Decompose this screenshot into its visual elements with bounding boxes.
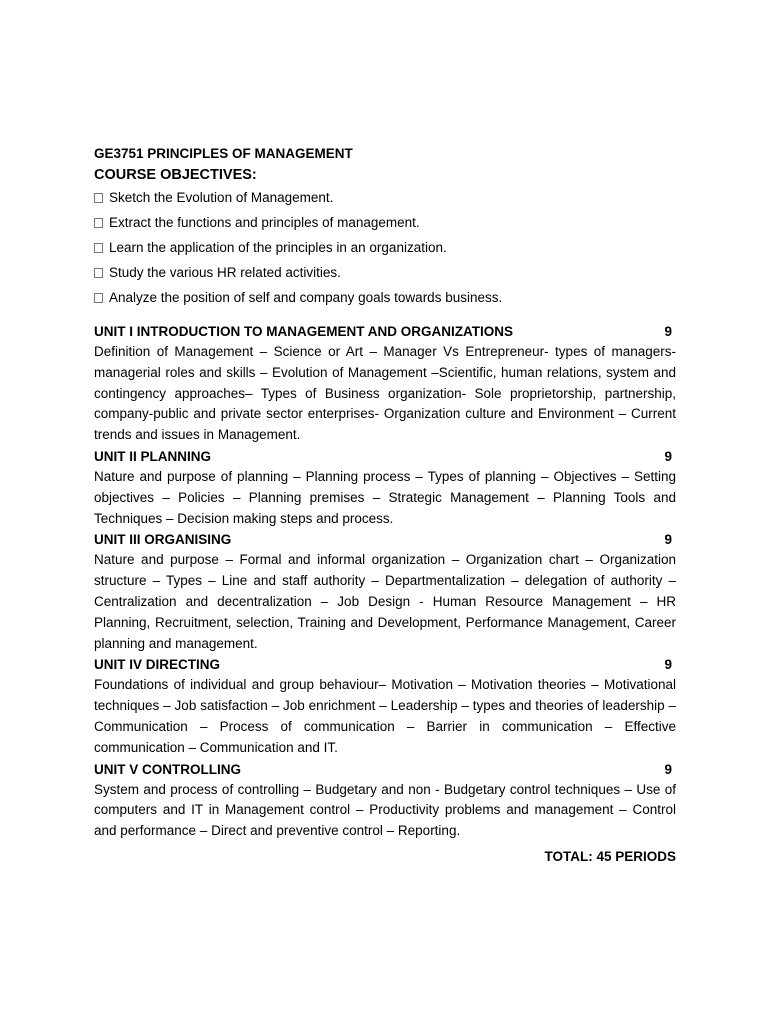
total-periods: TOTAL: 45 PERIODS bbox=[544, 848, 676, 864]
unit-header bbox=[94, 654, 676, 675]
unit-title: UNIT III ORGANISING bbox=[94, 532, 232, 548]
objectives-list bbox=[94, 185, 676, 310]
unit-title: UNIT II PLANNING bbox=[94, 448, 211, 464]
objective-text: Study the various HR related activities. bbox=[109, 265, 341, 280]
objective-item bbox=[94, 260, 676, 285]
unit-2 bbox=[94, 446, 676, 529]
unit-hours: 9 bbox=[664, 761, 672, 777]
unit-4 bbox=[94, 654, 676, 758]
units-section bbox=[94, 321, 676, 842]
syllabus-page bbox=[94, 146, 676, 867]
unit-header bbox=[94, 446, 676, 467]
unit-title: UNIT IV DIRECTING bbox=[94, 657, 221, 673]
unit-title: UNIT V CONTROLLING bbox=[94, 761, 241, 777]
empty-box-icon bbox=[94, 293, 103, 303]
empty-box-icon bbox=[94, 193, 103, 203]
unit-hours: 9 bbox=[664, 657, 672, 673]
objective-text: Extract the functions and principles of management. bbox=[109, 215, 420, 230]
objectives-heading: COURSE OBJECTIVES: bbox=[94, 167, 257, 183]
unit-header bbox=[94, 759, 676, 780]
course-title: GE3751 PRINCIPLES OF MANAGEMENT bbox=[94, 146, 353, 161]
objective-text: Analyze the position of self and company goals towards business. bbox=[109, 290, 503, 305]
unit-1 bbox=[94, 321, 676, 446]
unit-description: Nature and purpose – Formal and informal organization – Organization chart – Organization structure – Types – Line and staff authority – Departmentalization – delegation of authority – Centralization and decentralization – Job Design - Human Resource Management – HR Planning, Recruitment, selection, Training and Development, Performance Management, Career planning and management. bbox=[94, 552, 676, 651]
objective-text: Sketch the Evolution of Management. bbox=[109, 190, 334, 205]
unit-description: Definition of Management – Science or Art – Manager Vs Entrepreneur- types of managers-managerial roles and skills – Evolution of Management –Scientific, human relations, system and contingency approaches– Types of Business organization- Sole proprietorship, partnership, company-public and private sector enterprises- Organization culture and Environment – Current trends and issues in Management. bbox=[94, 344, 676, 443]
empty-box-icon bbox=[94, 243, 103, 253]
objective-item bbox=[94, 235, 676, 260]
unit-hours: 9 bbox=[664, 324, 672, 339]
objective-text: Learn the application of the principles in an organization. bbox=[109, 240, 447, 255]
unit-3 bbox=[94, 529, 676, 654]
empty-box-icon bbox=[94, 218, 103, 228]
unit-title: UNIT I INTRODUCTION TO MANAGEMENT AND ORGANIZATIONS bbox=[94, 324, 513, 339]
unit-hours: 9 bbox=[664, 532, 672, 548]
unit-description: Foundations of individual and group behaviour– Motivation – Motivation theories – Motivational techniques – Job satisfaction – Job enrichment – Leadership – types and theories of leadership – Communication – Process of communication – Barrier in communication – Effective communication – Communication and IT. bbox=[94, 677, 676, 755]
unit-header bbox=[94, 529, 676, 550]
objective-item bbox=[94, 210, 676, 235]
objective-item bbox=[94, 285, 676, 310]
unit-hours: 9 bbox=[664, 448, 672, 464]
empty-box-icon bbox=[94, 268, 103, 278]
unit-description: Nature and purpose of planning – Planning process – Types of planning – Objectives – Setting objectives – Policies – Planning premises – Strategic Management – Planning Tools and Techniques – Decision making steps and process. bbox=[94, 468, 676, 526]
objective-item bbox=[94, 185, 676, 210]
unit-5 bbox=[94, 759, 676, 842]
unit-description: System and process of controlling – Budgetary and non - Budgetary control techniques – Use of computers and IT in Management control – Productivity problems and management – Control and performance – Direct and preventive control – Reporting. bbox=[94, 781, 676, 839]
unit-header bbox=[94, 321, 676, 342]
